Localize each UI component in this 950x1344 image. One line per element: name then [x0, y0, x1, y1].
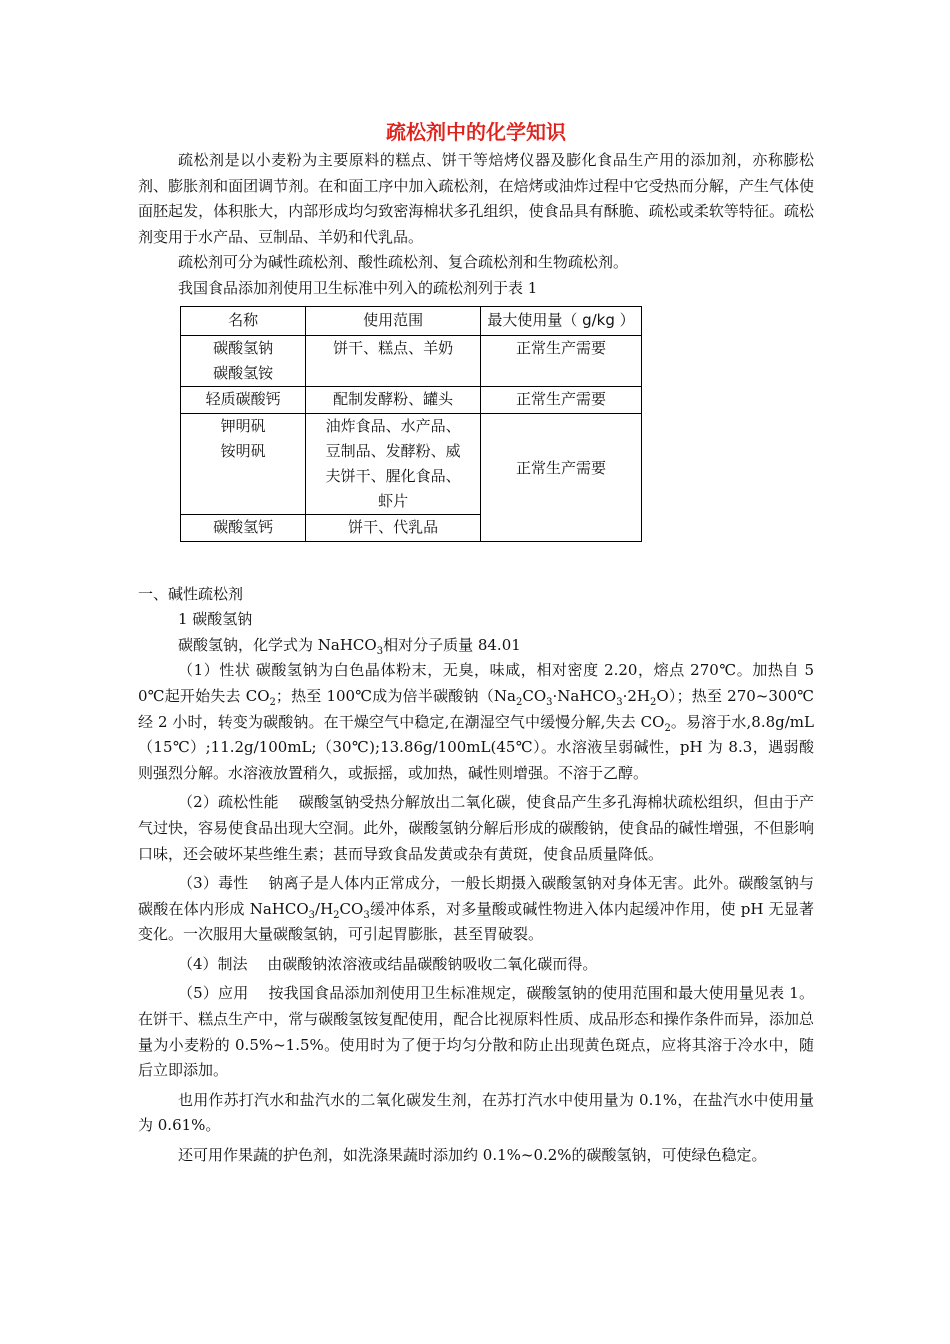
table-cell-name — [181, 413, 306, 514]
usage-range: 饼干、糕点、羊奶 — [333, 338, 454, 357]
usage-range: 饼干、代乳品 — [348, 518, 439, 537]
text-run: /H — [315, 899, 334, 918]
application-paragraph: （5）应用 按我国食品添加剂使用卫生标准规定，碳酸氢钠的使用范围和最大使用量见表 1。在饼干、糕点生产中，常与碳酸氢铵复配使用，配合比视原料性质、成品形态和操作条件而异，添加总量为小麦粉的 0.5%~1.5%。使用时为了便于均匀分散和防止出现黄色斑点，应将其溶于冷水中，随后立即添加。 — [138, 984, 814, 1080]
subscript: 3 — [546, 696, 553, 708]
text-run: O）；热至 270~300℃经 2 小时，转变为碳酸钠。在干燥空气中稳定,在潮湿空气中缓慢分解,失去 CO — [138, 686, 814, 731]
subscript: 2 — [650, 696, 657, 708]
text-run: 。易溶于水,8.8g/mL（15℃）;11.2g/100mL;（30℃);13.86g/100mL(45℃）。水溶液呈弱碱性，pH 为 8.3，遇弱酸则强烈分解。水溶液放置稍久，或振摇，或加热，碱性则增强。不溶于乙醇。 — [138, 712, 814, 782]
subscript: 3 — [616, 696, 623, 708]
agent-name: 碳酸氢铵 — [213, 363, 274, 382]
subsection-heading: 1 碳酸氢钠 — [178, 610, 253, 629]
table-cell-max: 正常生产需要 — [481, 386, 642, 413]
toxicity-paragraph — [138, 871, 814, 948]
table-row — [181, 335, 642, 386]
subscript: 3 — [363, 909, 370, 921]
table-cell-range — [306, 335, 481, 386]
table-header-name: 名称 — [181, 306, 306, 335]
subscript: 3 — [376, 645, 384, 657]
subscript: 3 — [308, 909, 316, 921]
table-cell-name — [181, 386, 306, 413]
text-run: ·2H — [622, 686, 650, 705]
table-row — [181, 386, 642, 413]
subscript: 2 — [269, 696, 276, 708]
table-cell-range — [306, 514, 481, 541]
table-header-max: 最大使用量（ g/kg ） — [481, 306, 642, 335]
formula-line — [138, 633, 814, 659]
table-cell-max: 正常生产需要 — [481, 335, 642, 386]
usage-range-line: 豆制品、发酵粉、威 — [325, 441, 461, 460]
usage-range: 配制发酵粉、罐头 — [333, 390, 454, 409]
text-run: CO — [522, 686, 547, 705]
intro-paragraph-3: 我国食品添加剂使用卫生标准中列入的疏松剂列于表 1 — [178, 278, 538, 297]
property-paragraph — [138, 658, 814, 786]
table-header-range: 使用范围 — [306, 306, 481, 335]
soda-paragraph: 也用作苏打汽水和盐汽水的二氧化碳发生剂，在苏打汽水中使用量为 0.1%，在盐汽水中使用量为 0.61%。 — [138, 1090, 814, 1135]
table-cell-range — [306, 386, 481, 413]
leavening-agents-table — [180, 306, 642, 542]
formula-text: 相对分子质量 84.01 — [383, 635, 521, 654]
agent-name: 碳酸氢钠 — [213, 338, 274, 357]
agent-name: 铵明矾 — [220, 441, 266, 460]
table-cell-max: 正常生产需要 — [481, 413, 642, 541]
table-cell-name — [181, 335, 306, 386]
agent-name: 钾明矾 — [220, 416, 266, 435]
usage-range-line: 油炸食品、水产品、 — [325, 416, 461, 435]
table-row — [181, 413, 642, 514]
text-run: 缓冲体系，对多量酸或碱性物进入体内起缓冲作用，使 pH 无显著变化。一次服用大量碳酸氢钠，可引起胃膨胀，甚至胃破裂。 — [138, 899, 814, 944]
document-page — [138, 118, 814, 1169]
leavening-paragraph: （2）疏松性能 碳酸氢钠受热分解放出二氧化碳，使食品产生多孔海棉状疏松组织，但由于产气过快，容易使食品出现大空洞。此外，碳酸氢钠分解后形成的碳酸钠，使食品的碱性增强，不但影响口味，还会破坏某些维生素；甚而导致食品发黄或杂有黄斑，使食品质量降低。 — [138, 793, 814, 863]
text-run: ·NaHCO — [552, 686, 617, 705]
subscript: 2 — [333, 909, 340, 921]
color-protect-paragraph: 还可用作果蔬的护色剂，如洗涤果蔬时添加约 0.1%~0.2%的碳酸氢钠，可使绿色稳定。 — [178, 1146, 767, 1165]
usage-range-line: 夫饼干、腥化食品、 — [325, 466, 461, 485]
intro-paragraph-1: 疏松剂是以小麦粉为主要原料的糕点、饼干等焙烤仪器及膨化食品生产用的添加剂，亦称膨松剂、膨胀剂和面团调节剂。在和面工序中加入疏松剂，在焙烤或油炸过程中它受热而分解，产生气体使面胚起发，体积胀大，内部形成均匀致密海棉状多孔组织，使食品具有酥脆、疏松或柔软等特征。疏松剂变用于水产品、豆制品、羊奶和代乳品。 — [138, 151, 814, 246]
text-run: CO — [339, 899, 364, 918]
text-run: （1）性状 碳酸氢钠为白色晶体粉末，无臭，味咸，相对密度 2.20，熔点 270℃。加热自 50℃起开始失去 CO — [138, 661, 814, 705]
section-heading: 一、碱性疏松剂 — [138, 584, 244, 603]
subscript: 2 — [664, 722, 671, 734]
table-cell-range — [306, 413, 481, 514]
agent-name: 轻质碳酸钙 — [205, 390, 281, 409]
document-title: 疏松剂中的化学知识 — [386, 120, 566, 144]
text-run: （3）毒性 钠离子是人体内正常成分，一般长期摄入碳酸氢钠对身体无害。此外。碳酸氢钠与碳酸在体内形成 NaHCO — [138, 874, 814, 918]
usage-range-line: 虾片 — [378, 491, 409, 510]
text-run: ；热至 100℃成为倍半碳酸钠（Na — [275, 686, 516, 705]
subscript: 2 — [515, 696, 523, 708]
preparation-paragraph: （4）制法 由碳酸钠浓溶液或结晶碳酸钠吸收二氧化碳而得。 — [178, 954, 598, 973]
agent-name: 碳酸氢钙 — [213, 518, 274, 537]
formula-text: 碳酸氢钠，化学式为 NaHCO — [178, 635, 377, 654]
table-header-row — [181, 306, 642, 335]
intro-paragraph-2: 疏松剂可分为碱性疏松剂、酸性疏松剂、复合疏松剂和生物疏松剂。 — [178, 253, 629, 272]
table-cell-name — [181, 514, 306, 541]
